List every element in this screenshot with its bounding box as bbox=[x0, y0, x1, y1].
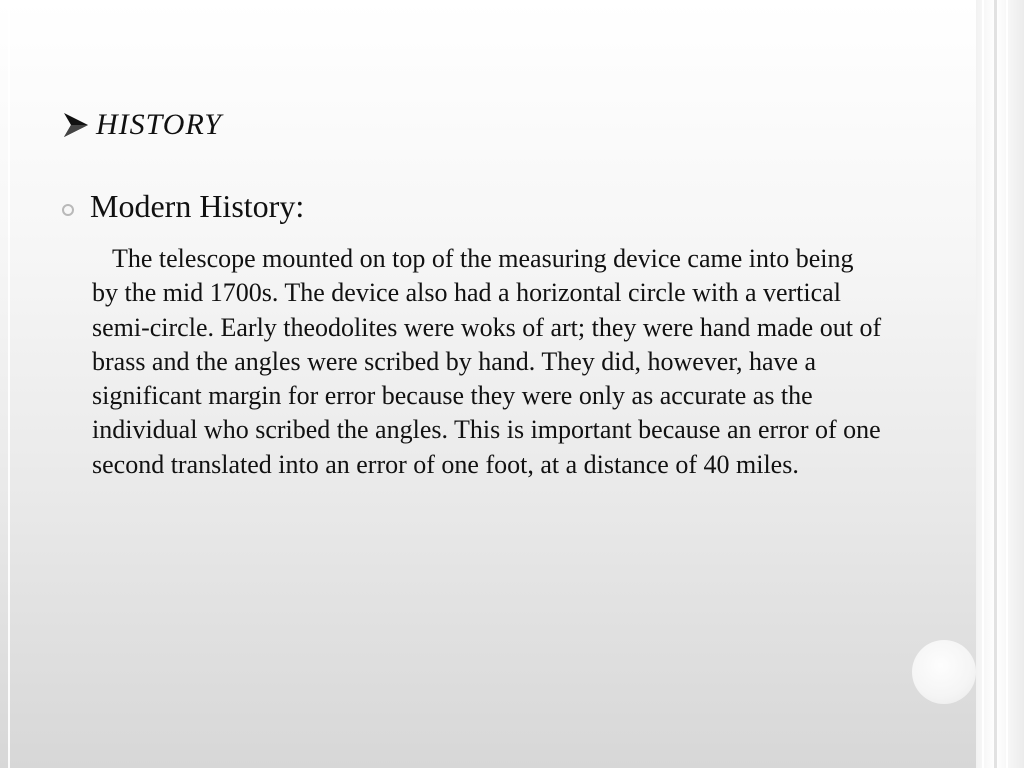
right-decorative-band bbox=[976, 0, 1024, 768]
slide-title bbox=[62, 108, 222, 142]
decorative-circle bbox=[912, 640, 976, 704]
body-paragraph: The telescope mounted on top of the measuring device came into being by the mid 1700s. The device also had a horizontal circle with a vertical semi-circle. Early theodolites were woks of art; they were hand made out of brass and the angles were scribed by hand. They did, however, have a significant margin for error because they were only as accurate as the individual who scribed the angles. This is important because an error of one second translated into an error of one foot, at a distance of 40 miles. bbox=[92, 244, 882, 479]
band-line bbox=[994, 0, 997, 768]
left-rule bbox=[8, 0, 10, 768]
circle-bullet-icon bbox=[62, 204, 74, 216]
arrowhead-bullet-icon bbox=[62, 111, 90, 139]
band-line bbox=[982, 0, 984, 768]
bullet-text: Modern History: bbox=[90, 188, 305, 224]
band-line bbox=[1006, 0, 1008, 768]
bullet-item bbox=[62, 188, 304, 225]
title-text: HISTORY bbox=[96, 108, 222, 141]
